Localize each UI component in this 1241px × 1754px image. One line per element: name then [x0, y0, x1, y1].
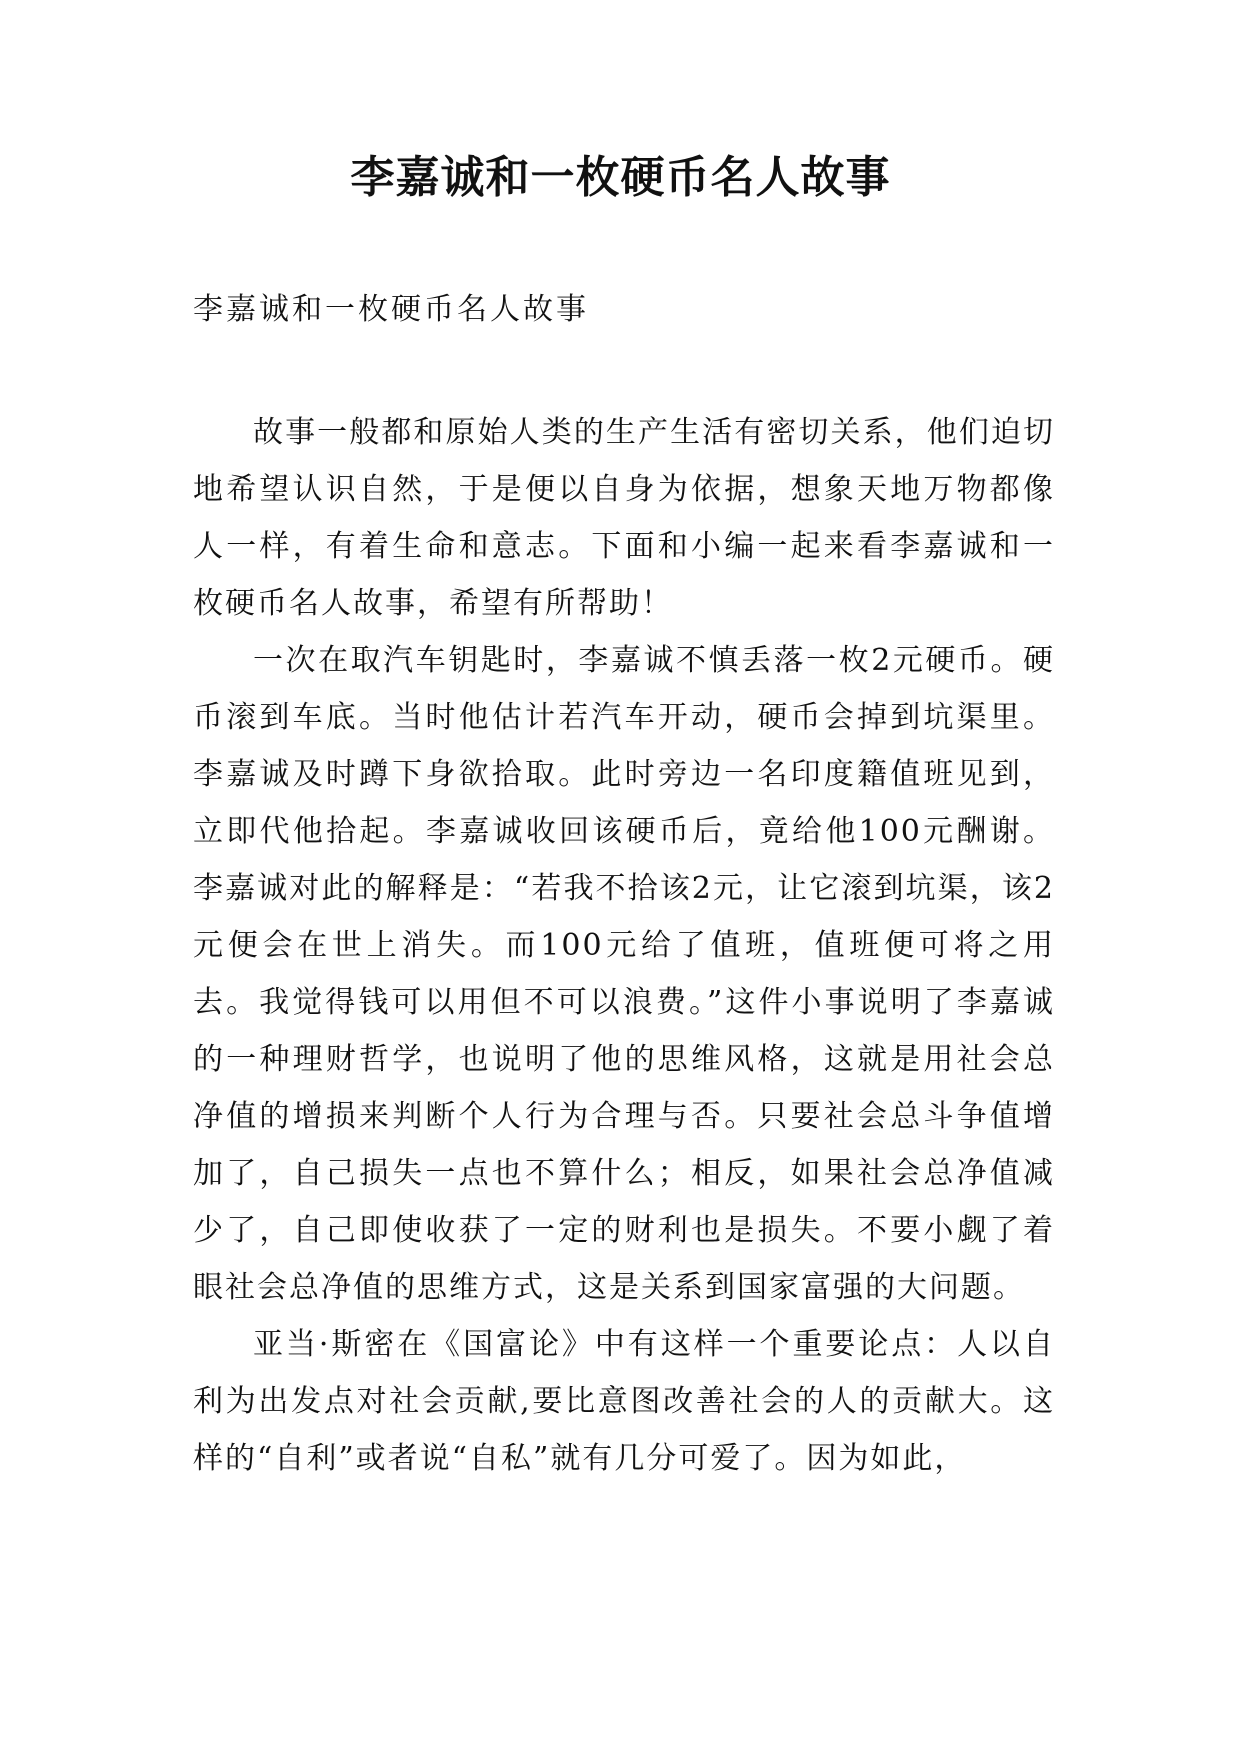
paragraph-intro: 故事一般都和原始人类的生产生活有密切关系，他们迫切地希望认识自然，于是便以自身为依据，想象天地万物都像人一样，有着生命和意志。下面和小编一起来看李嘉诚和一枚硬币名人故事，希望有所帮助！ — [193, 415, 1055, 621]
paragraph-coin-story: 一次在取汽车钥匙时，李嘉诚不慎丢落一枚2元硬币。硬币滚到车底。当时他估计若汽车开动，硬币会掉到坑渠里。李嘉诚及时蹲下身欲拾取。此时旁边一名印度籍值班见到，立即代他拾起。李嘉诚收回该硬币后，竟给他100元酬谢。李嘉诚对此的解释是：“若我不拾该2元，让它滚到坑渠，该2元便会在世上消失。而100元给了值班，值班便可将之用去。我觉得钱可以用但不可以浪费。”这件小事说明了李嘉诚的一种理财哲学，也说明了他的思维风格，这就是用社会总净值的增损来判断个人行为合理与否。只要社会总斗争值增加了，自己损失一点也不算什么；相反，如果社会总净值减少了，自己即使收获了一定的财利也是损失。不要小觑了着眼社会总净值的思维方式，这是关系到国家富强的大问题。 — [193, 643, 1055, 1305]
paragraph-adam-smith: 亚当·斯密在《国富论》中有这样一个重要论点：人以自利为出发点对社会贡献,要比意图改善社会的人的贡献大。这样的“自利”或者说“自私”就有几分可爱了。因为如此， — [193, 1327, 1055, 1476]
document-body — [193, 404, 1055, 1487]
document-title: 李嘉诚和一枚硬币名人故事 — [350, 152, 891, 203]
document-subtitle: 李嘉诚和一枚硬币名人故事 — [193, 292, 589, 327]
